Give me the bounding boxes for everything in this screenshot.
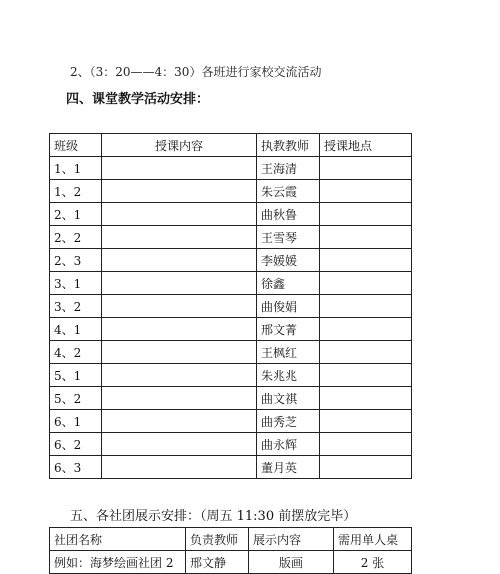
table-row [50, 364, 412, 387]
class-schedule-table [49, 133, 412, 479]
table-row [50, 295, 412, 318]
location-cell [320, 272, 412, 295]
club-teacher-cell: 邢文静 [186, 551, 249, 574]
class-cell: 6、2 [50, 433, 102, 456]
section-four-heading: 四、课堂教学活动安排： [66, 92, 210, 107]
teacher-cell: 曲俊娟 [257, 295, 320, 318]
content-cell [102, 341, 257, 364]
content-cell [102, 410, 257, 433]
teacher-cell: 李媛媛 [257, 249, 320, 272]
class-cell: 3、1 [50, 272, 102, 295]
location-cell [320, 226, 412, 249]
teacher-cell: 邢文菁 [257, 318, 320, 341]
class-cell: 5、2 [50, 387, 102, 410]
content-cell [102, 272, 257, 295]
header-location: 授课地点 [320, 134, 412, 157]
class-cell: 1、1 [50, 157, 102, 180]
header-class: 班级 [50, 134, 102, 157]
table-header-row [50, 528, 412, 551]
class-cell: 2、2 [50, 226, 102, 249]
class-cell: 4、2 [50, 341, 102, 364]
content-cell [102, 387, 257, 410]
content-cell [102, 318, 257, 341]
content-cell [102, 433, 257, 456]
header-content: 授课内容 [102, 134, 257, 157]
location-cell [320, 157, 412, 180]
table-row [50, 387, 412, 410]
location-cell [320, 364, 412, 387]
teacher-cell: 董月英 [257, 456, 320, 479]
content-cell [102, 295, 257, 318]
class-cell: 1、2 [50, 180, 102, 203]
class-cell: 6、1 [50, 410, 102, 433]
teacher-cell: 王枫红 [257, 341, 320, 364]
location-cell [320, 456, 412, 479]
teacher-cell: 曲永辉 [257, 433, 320, 456]
content-cell [102, 226, 257, 249]
class-cell: 5、1 [50, 364, 102, 387]
table-row [50, 203, 412, 226]
teacher-cell: 曲文祺 [257, 387, 320, 410]
location-cell [320, 410, 412, 433]
table-row [50, 180, 412, 203]
club-display-table [49, 527, 412, 574]
table-row [50, 433, 412, 456]
club-desks-cell: 2 张 [334, 551, 412, 574]
header-club-name: 社团名称 [50, 528, 186, 551]
table-row [50, 226, 412, 249]
class-cell: 6、3 [50, 456, 102, 479]
teacher-cell: 朱云霞 [257, 180, 320, 203]
teacher-cell: 朱兆兆 [257, 364, 320, 387]
location-cell [320, 295, 412, 318]
header-club-desks: 需用单人桌 [334, 528, 412, 551]
class-cell: 2、1 [50, 203, 102, 226]
content-cell [102, 157, 257, 180]
teacher-cell: 曲秋鲁 [257, 203, 320, 226]
content-cell [102, 203, 257, 226]
table-row [50, 318, 412, 341]
activity-line: 2、（3：20——4：30）各班进行家校交流活动 [70, 65, 322, 79]
club-name-cell: 例如：海梦绘画社团 2 [50, 551, 186, 574]
header-club-content: 展示内容 [249, 528, 334, 551]
table-row [50, 456, 412, 479]
teacher-cell: 王雪琴 [257, 226, 320, 249]
location-cell [320, 433, 412, 456]
content-cell [102, 456, 257, 479]
location-cell [320, 249, 412, 272]
table-row [50, 551, 412, 574]
class-cell: 2、3 [50, 249, 102, 272]
section-five-heading: 五、各社团展示安排：（周五 11:30 前摆放完毕） [70, 509, 357, 524]
content-cell [102, 249, 257, 272]
table-row [50, 157, 412, 180]
location-cell [320, 180, 412, 203]
location-cell [320, 203, 412, 226]
content-cell [102, 364, 257, 387]
teacher-cell: 徐鑫 [257, 272, 320, 295]
teacher-cell: 曲秀芝 [257, 410, 320, 433]
table-row [50, 410, 412, 433]
table-row [50, 249, 412, 272]
header-club-teacher: 负责教师 [186, 528, 249, 551]
content-cell [102, 180, 257, 203]
teacher-cell: 王海清 [257, 157, 320, 180]
club-content-cell: 版画 [249, 551, 334, 574]
table-row [50, 341, 412, 364]
table-header-row [50, 134, 412, 157]
location-cell [320, 387, 412, 410]
class-cell: 3、2 [50, 295, 102, 318]
location-cell [320, 318, 412, 341]
table-row [50, 272, 412, 295]
header-teacher: 执教教师 [257, 134, 320, 157]
location-cell [320, 341, 412, 364]
class-cell: 4、1 [50, 318, 102, 341]
